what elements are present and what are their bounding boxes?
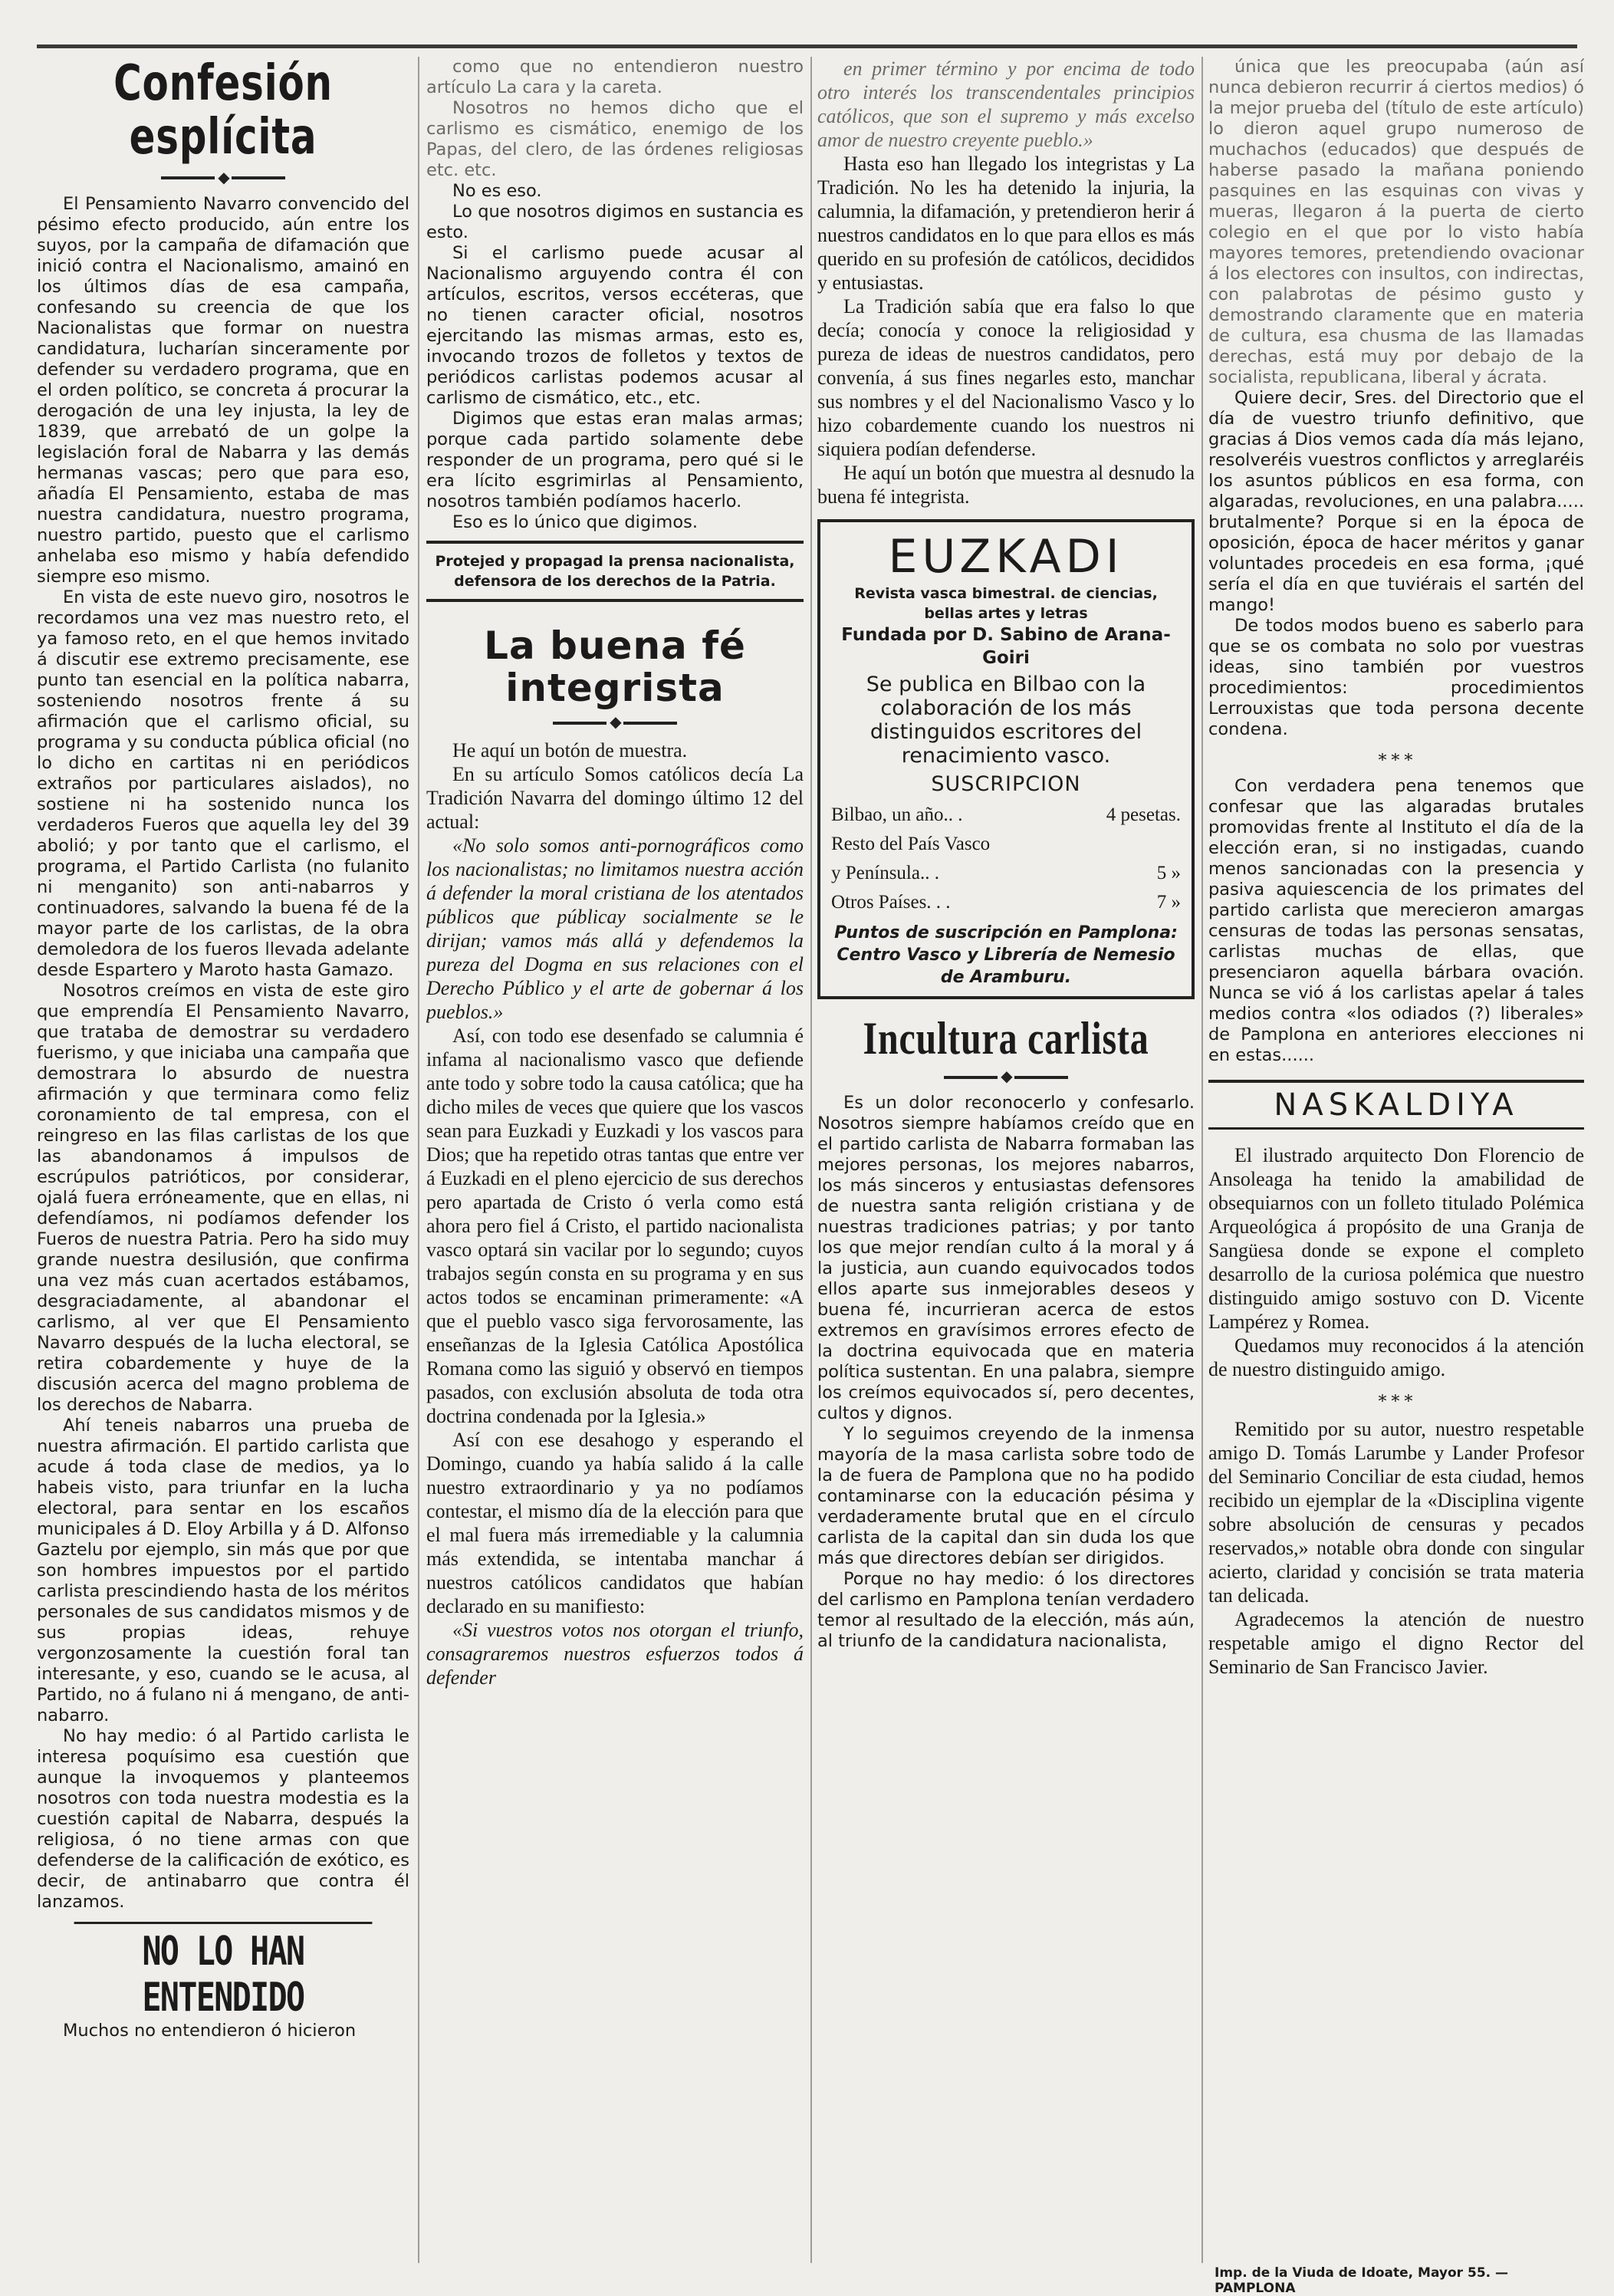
- paragraph: En vista de este nuevo giro, nosotros le recordamos una vez mas nuestro reto, el ya famoso reto, en el que hemos invitado á discutir ese extremo precisamente, ese punto tan esencial en la política nabarra, sosteniendo nosotros frente á su afirmación que el carlismo oficial, su programa y su conducta pública oficial (no lo dicho en cartitas ni en periódicos extraños por particulares aislados), no sostiene ni ha sostenido nunca los verdaderos Fueros que aquella ley del 39 abolió; y por tanto que el carlismo, el programa, el Partido Carlista (no fulanito ni menganito) son anti-nabarros y continuadores, salvando la buena fé de la mayor parte de los carlistas, de la obra demoledora de los fueros llevada adelante desde Espartero y Maroto hasta Gamazo.: [37, 587, 409, 980]
- quote-paragraph: «Si vuestros votos nos otorgan el triunfo, consagraremos nuestros esfuerzos todos á defender: [426, 1619, 804, 1689]
- paragraph: El Pensamiento Navarro convencido del pésimo efecto producido, aún entre los suyos, por la campaña de difamación que inició contra el Nacionalismo, amainó en los últimos días de esa campaña, confesando su creencia de que los Nacionalistas que formar on nuestra candidatura, lucharían sinceramente por defender su verdadero programa, que en el orden político, se concreta á procurar la derogación de una ley injusta, la ley de 1839, que arrebató de un golpe la legislación foral de Nabarra y las demás hermanas vascas; pero que para eso, añadía El Pensamiento, estaba de mas nuestra candidatura, nuestro programa, nuestro partido, puesto que el carlismo anhelaba eso mismo y había defendido siempre eso mismo.: [37, 193, 409, 587]
- ad-price-row: [831, 801, 1181, 830]
- paragraph: Con verdadera pena tenemos que confesar que las algaradas brutales promovidas frente al Instituto el día de la elección eran, si no instigadas, cuando menos sancionadas con la presencia y pasiva aquiescencia de los primates del partido carlista que merecieron amargas censuras de todas las personas sensatas, carlistas muchas de ellas, que presenciaron aquella bárbara ovación. Nunca se vió á los carlistas apelar á tales medios contra «los odiados (?) liberales» de Pamplona en anteriores elecciones ni en estas......: [1208, 776, 1584, 1065]
- column-3: [817, 57, 1195, 1652]
- paragraph: Agradecemos la atención de nuestro respetable amigo el digno Rector del Seminario de San Francisco Javier.: [1208, 1608, 1584, 1678]
- article-title: Incultura carlista: [863, 1013, 1149, 1064]
- paragraph: única que les preocupaba (aún así nunca debieron recurrir á ciertos medios) ó la mejor prueba del (título de este artículo) lo dieron aquel grupo numeroso de muchachos (educados) que después de haberse pasado la mañana poniendo pasquines en las esquinas con vivas y mueras, llegaron á la puerta de cierto colegio en el que por lo visto había mayores temores, pretendiendo ovacionar á los electores con insultos, con indirectas, con palabrotas de pésimo gusto y demostrando claramente que en materia de cultura, esa chusma de las llamadas derechas, está muy por debajo de la socialista, republicana, liberal y ácrata.: [1208, 57, 1584, 387]
- paragraph: He aquí un botón que muestra al desnudo la buena fé integrista.: [817, 462, 1195, 508]
- article-title: La buena fé integrista: [484, 623, 746, 710]
- boxed-notice: Protejed y propagad la prensa nacionalista, defensora de los derechos de la Patria.: [426, 541, 804, 602]
- price-value: 4 pesetas.: [1106, 804, 1181, 825]
- section-divider-stars: ∗∗∗: [1376, 748, 1416, 767]
- paragraph: Ahí teneis nabarros una prueba de nuestra afirmación. El partido carlista que acude á toda clase de medios, ya lo habeis visto, para triunfar en la lucha electoral, para sentar en los escaños municipales á D. Eloy Arbilla y á D. Alfonso Gaztelu por ejemplo, sin más que por que son hombres impuestos por el partido carlista prescindiendo hasta de los méritos personales de sus candidatos mismos y de sus propias ideas, rehuye vergonzosamente la cuestión foral tan interesante, y eso, cuando se le acusa, al Partido, no á fulano ni á mengano, de anti-nabarro.: [37, 1415, 409, 1725]
- paragraph: El ilustrado arquitecto Don Florencio de Ansoleaga ha tenido la amabilidad de obsequiarnos con un folleto titulado Polémica Arqueológica á propósito de una Granja de Sangüesa donde se expone el completo desarrollo de la curiosa polémica que nuestro distinguido amigo sostuvo con D. Vicente Lampérez y Romea.: [1208, 1144, 1584, 1333]
- section-divider-stars: ∗∗∗: [1376, 1389, 1416, 1408]
- paragraph: Y lo seguimos creyendo de la inmensa mayoría de la masa carlista sobre todo de la de fuera de Pamplona que no ha podido contaminarse con la educación pésima y verdaderamente brutal que en el círculo carlista de la capital dan sin duda los que más que directores debían ser dirigidos.: [817, 1424, 1195, 1568]
- quote-paragraph: «No solo somos anti-pornográficos como los nacionalistas; no limitamos nuestra acción á defender la moral cristiana de los atentados públicos que públicay socialmente se le dirijan; vamos más allá y defendemos la pureza del Dogma en sus relaciones con el Derecho Público y el arte de gobernar á los pueblos.»: [426, 834, 804, 1023]
- ad-price-row: [831, 859, 1181, 888]
- paragraph: como que no entendieron nuestro artículo La cara y la careta.: [426, 57, 804, 97]
- column-separator: [418, 57, 419, 2263]
- paragraph: Lo que nosotros digimos en sustancia es esto.: [426, 202, 804, 242]
- top-rule: [37, 44, 1577, 48]
- column-1: [37, 57, 409, 2041]
- paragraph: Es un dolor reconocerlo y confesarlo. Nosotros siempre habíamos creído que en el partido carlista de Nabarra formaban las mejores personas, los mejores nabarros, los más sinceros y entusiastas defensores de nuestra santa religión cristiana y de nuestras tradiciones patrias; y por tanto los que mejor rendían culto á la moral y á la justicia, aun cuando equivocados todos ellos aparte sus inmejorables deseos y buena fé, incurrieran acerca de estos extremos en gravísimos errores efecto de la doctrina equivocada que en materia política sustentan. En una palabra, siempre los creímos equivocados sí, pero decentes, cultos y dignos.: [817, 1093, 1195, 1423]
- ad-subscription-heading: SUSCRIPCION: [931, 772, 1081, 796]
- ad-points-of-sale: Puntos de suscripción en Pamplona: Centro Vasco y Librería de Nemesio de Aramburu.: [834, 923, 1178, 987]
- paragraph: No es eso.: [452, 181, 542, 201]
- ad-price-row: [831, 830, 1181, 859]
- paragraph: No hay medio: ó al Partido carlista le interesa poquísimo esa cuestión que aunque la invoquemos y planteemos nosotros con toda nuestra modestia es la cuestión capital de Nabarra, después la religiosa, ó no tiene armas con que defenderse de la calificación de exótico, es decir, de antinabarro que contra él lanzamos.: [37, 1725, 409, 1912]
- column-separator: [810, 57, 812, 2263]
- paragraph: Así, con todo ese desenfado se calumnia é infama al nacionalismo vasco que defiende ante todo y sobre todo la causa católica; que ha dicho miles de veces que quiere que los vascos sean para Euzkadi y Euzkadi y los vascos para Dios; que ha repetido otras tantas que entre ver á Euzkadi en el pleno ejercicio de sus derechos pero apartada de Cristo ó verla como está ahora pero fiel á Cristo, el partido nacionalista vasco optará sin vacilar por lo segundo; cuyos trabajos según consta en su programa y en sus actos todos se encaminan primeramente: «A que el pueblo vasco siga fervorosamente, las enseñanzas de la Iglesia Católica Apostólica Romana como las siguió y observó en tiempos pasados, con exclusión absoluta de toda otra doctrina condenada por la Iglesia.»: [426, 1025, 804, 1427]
- paragraph: Quedamos muy reconocidos á la atención de nuestro distinguido amigo.: [1208, 1334, 1584, 1380]
- ornament: ◆: [817, 1068, 1195, 1084]
- paragraph: En su artículo Somos católicos decía La Tradición Navarra del domingo último 12 del actual:: [426, 763, 804, 833]
- paragraph: Digimos que estas eran malas armas; porque cada partido solamente debe responder de un programa, pero qué si le era lícito esgrimirlas al Pensamiento, nosotros también podíamos hacerlo.: [426, 409, 804, 512]
- euzkadi-advertisement: [817, 519, 1195, 999]
- price-label: Bilbao, un año.. .: [831, 804, 963, 825]
- ad-subtitle: Revista vasca bimestral. de ciencias, bellas artes y letras: [854, 585, 1158, 622]
- column-2: [426, 57, 804, 1689]
- paragraph: Quiere decir, Sres. del Directorio que el día de vuestro triunfo definitivo, que gracias á Dios vemos cada día más lejano, resolveréis vuestros conflictos y arreglaréis los asuntos públicos en esa forma, con algaradas, revoluciones, en una palabra..... brutalmente? Porque si en la época de oposición, época de hacer méritos y ganar voluntades procedeis en esa forma, ¡qué sería el día en que tuviérais el sartén del mango!: [1208, 388, 1584, 615]
- paragraph: Nosotros no hemos dicho que el carlismo es cismático, enemigo de los Papas, del clero, de las órdenes religiosas etc. etc.: [426, 98, 804, 180]
- ad-price-row: [831, 888, 1181, 917]
- ad-title: EUZKADI: [888, 530, 1124, 584]
- paragraph: Porque no hay medio: ó los directores del carlismo en Pamplona tenían verdadero temor al resultado de la elección, más aún, al triunfo de la candidatura nacionalista,: [817, 1569, 1195, 1651]
- price-label: Resto del País Vasco: [831, 834, 991, 854]
- paragraph: Así con ese desahogo y esperando el Domingo, cuando ya había salido á la calle nuestro extraordinario y ya no podíamos contestar, el mismo día de la elección para que el mal fuera más irremediable y la calumnia más extendida, se intentaba manchar á nuestros católicos candidatos que habían declarado en su manifiesto:: [426, 1429, 804, 1617]
- paragraph: en primer término y por encima de todo otro interés los transcendentales principios católicos, que son el supremo y más excelso amor de nuestro creyente pueblo.»: [817, 58, 1195, 151]
- ornament: ◆: [37, 169, 409, 185]
- ad-founder: Fundada por D. Sabino de Arana-Goiri: [841, 625, 1171, 668]
- paragraph: He aquí un botón de muestra.: [452, 739, 688, 761]
- paragraph: Si el carlismo puede acusar al Nacionalismo arguyendo contra él con artículos, escritos, versos eccéteras, que no tienen caracter oficial, nosotros ejercitando las mismas armas, esto es, invocando trozos de folletos y textos de periódicos carlistas podemos acusar al carlismo de cismático, etc., etc.: [426, 243, 804, 408]
- section-title: NASKALDIYA: [1208, 1080, 1584, 1130]
- paragraph: Hasta eso han llegado los integristas y La Tradición. No les ha detenido la injuria, la calumnia, la difamación, y pretendieron herir á nuestros candidatos en lo que para ellos es más querido en su profesión de católicos, decididos y entusiastas.: [817, 153, 1195, 294]
- price-value: 5 »: [1156, 863, 1181, 883]
- paragraph: Nosotros creímos en vista de este giro que emprendía El Pensamiento Navarro, que trataba de demostrar su verdadero fuerismo, y que iniciaba una campaña que demostrara lo absurdo de nuestra afirmación y que terminara como feliz coronamiento de tal empresa, con el reingreso en las filas carlistas de los que las abandonamos á impulsos de escrúpulos patrióticos, por considerar, ojalá fuera erróneamente, que en ellas, ni defendíamos, ni podíamos defender los Fueros de nuestra Patria. Pero ha sido muy grande nuestra desilusión, que confirma una vez más cuan acertados estábamos, desgraciadamente, al abandonar el carlismo, al ver que El Pensamiento Navarro después de la lucha electoral, se retira cobardemente y huye de la discusión acerca del magno problema de los derechos de Nabarra.: [37, 980, 409, 1415]
- price-value: 7 »: [1156, 892, 1181, 913]
- column-separator: [1201, 57, 1203, 2263]
- paragraph: De todos modos bueno es saberlo para que se os combata no solo por vuestras ideas, sino también por vuestros procedimientos: procedimientos Lerrouxistas que toda persona decente condena.: [1208, 616, 1584, 739]
- paragraph: La Tradición sabía que era falso lo que decía; conocía y conoce la religiosidad y pureza de ideas de nuestros candidatos, pero convenía, á sus fines negarles esto, manchar sus nombres y el del Nacionalismo Vasco y lo hizo cobardemente cuando los nuestros ni siquiera podían defenderse.: [817, 295, 1195, 460]
- price-label: y Península.. .: [831, 863, 939, 883]
- printer-imprint: Imp. de la Viuda de Idoate, Mayor 55. — PAMPLONA: [1215, 2265, 1509, 2296]
- ornament: ◆: [426, 714, 804, 729]
- price-label: Otros Países. . .: [831, 892, 951, 913]
- article-title: NO LO HAN ENTENDIDO: [74, 1922, 373, 2021]
- ad-description: Se publica en Bilbao con la colaboración de los más distinguidos escritores del renacimiento vasco.: [866, 673, 1146, 768]
- column-4: [1208, 57, 1584, 1679]
- paragraph: Muchos no entendieron ó hicieron: [63, 2020, 357, 2041]
- paragraph: Eso es lo único que digimos.: [452, 512, 698, 532]
- article-title: Confesión esplícita: [113, 57, 333, 166]
- price-value: [1050, 830, 1181, 859]
- paragraph: Remitido por su autor, nuestro respetable amigo D. Tomás Larumbe y Lander Profesor del Seminario Conciliar de esta ciudad, hemos recibido un ejemplar de la «Disciplina vigente sobre absolución de censuras y pecados reservados,» notable obra donde con singular acierto, claridad y concisión se trata materia tan delicada.: [1208, 1418, 1584, 1607]
